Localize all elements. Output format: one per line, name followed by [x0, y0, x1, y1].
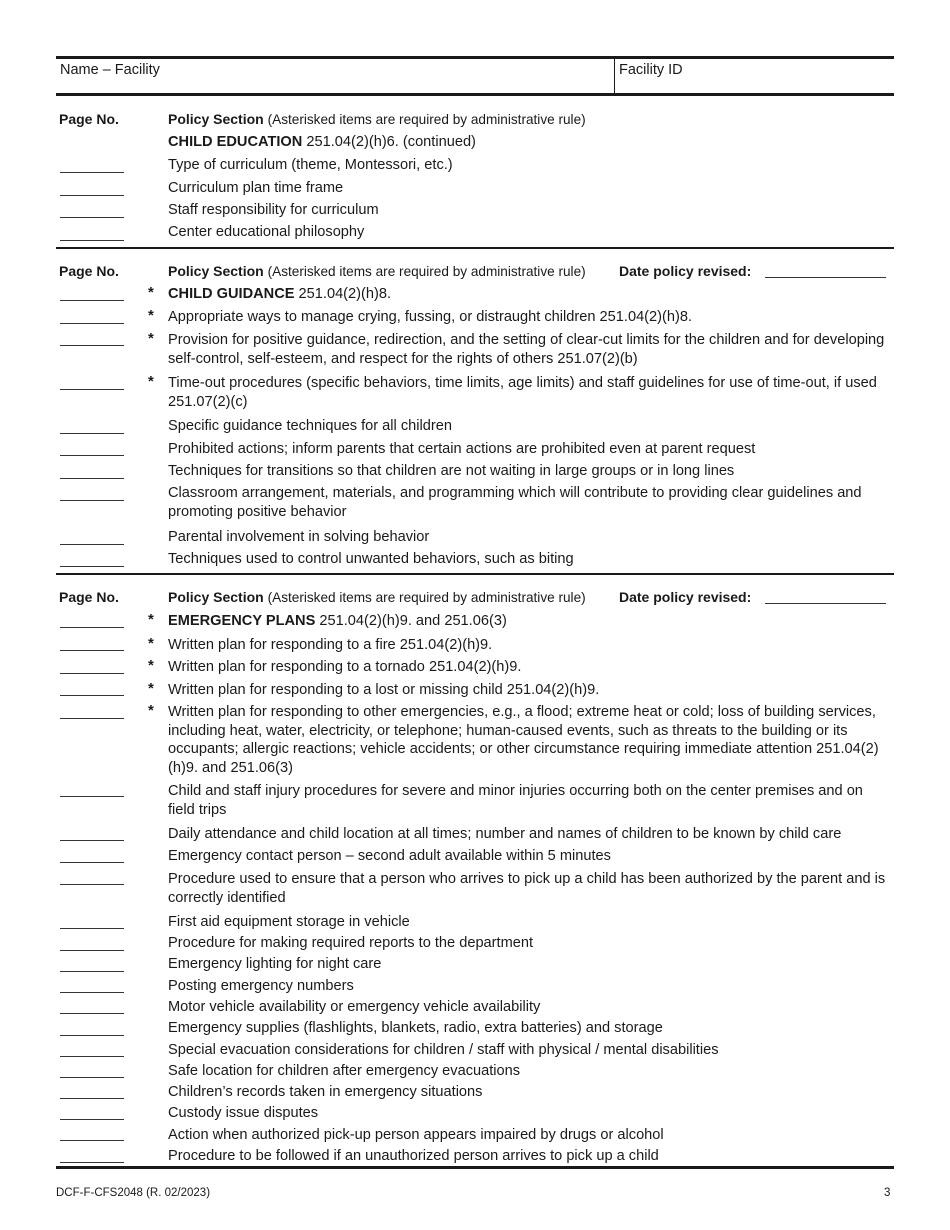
date-policy-revised-field[interactable] [765, 603, 886, 604]
date-policy-revised-label: Date policy revised: [619, 589, 752, 605]
page-no-blank[interactable] [60, 300, 124, 301]
policy-item: Posting emergency numbers [168, 978, 354, 994]
policy-item: Written plan for responding to other emergencies, e.g., a flood; extreme heat or cold; loss of building services, including heat, water, electricity, or telephone; human-caused events, such as threats to the building or its occupants; allergic reactions; vehicle accidents; or other circumstance requiring immediate attention 251.04(2)(h)9. and 251.06(3) [168, 704, 879, 776]
page-no-blank[interactable] [60, 455, 124, 456]
required-asterisk-icon: * [148, 373, 154, 390]
required-asterisk-icon: * [148, 635, 154, 652]
policy-section-header: Policy Section (Asterisked items are required by administrative rule) [168, 111, 586, 127]
page-no-blank[interactable] [60, 195, 124, 196]
section-divider [56, 573, 894, 575]
policy-item: First aid equipment storage in vehicle [168, 914, 410, 930]
facility-name-label: Name – Facility [60, 62, 160, 78]
page-no-blank[interactable] [60, 840, 124, 841]
page-no-blank[interactable] [60, 673, 124, 674]
policy-item: Emergency contact person – second adult available within 5 minutes [168, 848, 611, 864]
policy-item: Time-out procedures (specific behaviors, time limits, age limits) and staff guidelines for use of time-out, if used 251.07(2)(c) [168, 375, 877, 410]
required-asterisk-icon: * [148, 611, 154, 628]
policy-item: Procedure for making required reports to the department [168, 935, 534, 951]
page-no-blank[interactable] [60, 323, 124, 324]
required-asterisk-icon: * [148, 284, 154, 301]
page-no-blank[interactable] [60, 544, 124, 545]
date-policy-revised-field[interactable] [765, 277, 886, 278]
page-no-blank[interactable] [60, 1140, 124, 1141]
page-no-blank[interactable] [60, 1035, 124, 1036]
page-no-blank[interactable] [60, 1056, 124, 1057]
page-no-blank[interactable] [60, 1077, 124, 1078]
policy-item: Action when authorized pick-up person appears impaired by drugs or alcohol [168, 1127, 664, 1143]
section-divider [56, 1166, 894, 1169]
page-no-blank[interactable] [60, 1098, 124, 1099]
page-no-label: Page No. [59, 111, 119, 127]
policy-item: Curriculum plan time frame [168, 180, 344, 196]
page-no-blank[interactable] [60, 500, 124, 501]
policy-item: Procedure used to ensure that a person who arrives to pick up a child has been authorized by the parent and is correctly identified [168, 871, 886, 906]
page-no-blank[interactable] [60, 695, 124, 696]
section-title: CHILD GUIDANCE 251.04(2)(h)8. [168, 286, 392, 302]
required-asterisk-icon: * [148, 307, 154, 324]
facility-header [56, 56, 894, 96]
required-asterisk-icon: * [148, 680, 154, 697]
policy-item: Written plan for responding to a lost or missing child 251.04(2)(h)9. [168, 682, 600, 698]
required-asterisk-icon: * [148, 702, 154, 719]
policy-item: Daily attendance and child location at all times; number and names of children to be known by child care [168, 826, 842, 842]
policy-item: Safe location for children after emergency evacuations [168, 1063, 521, 1079]
policy-item: Procedure to be followed if an unauthorized person arrives to pick up a child [168, 1148, 659, 1164]
facility-name-field[interactable] [56, 59, 615, 93]
page-number: 3 [884, 1187, 891, 1199]
policy-item: Parental involvement in solving behavior [168, 529, 430, 545]
policy-item: Custody issue disputes [168, 1105, 319, 1121]
page-no-blank[interactable] [60, 217, 124, 218]
page-no-blank[interactable] [60, 433, 124, 434]
policy-item: Staff responsibility for curriculum [168, 202, 379, 218]
page-no-blank[interactable] [60, 389, 124, 390]
policy-item: Classroom arrangement, materials, and programming which will contribute to providing clear guidelines and promoting positive behavior [168, 485, 862, 520]
page-no-label: Page No. [59, 589, 119, 605]
policy-item: Emergency supplies (flashlights, blankets, radio, extra batteries) and storage [168, 1020, 663, 1036]
policy-item: Children’s records taken in emergency situations [168, 1084, 483, 1100]
page-no-blank[interactable] [60, 992, 124, 993]
policy-item: Type of curriculum (theme, Montessori, etc.) [168, 157, 453, 173]
date-policy-revised-label: Date policy revised: [619, 263, 752, 279]
page-no-blank[interactable] [60, 345, 124, 346]
section-title: EMERGENCY PLANS 251.04(2)(h)9. and 251.06(3) [168, 613, 507, 629]
page-no-blank[interactable] [60, 172, 124, 173]
page-no-blank[interactable] [60, 1162, 124, 1163]
policy-item: Special evacuation considerations for children / staff with physical / mental disabilities [168, 1042, 719, 1058]
required-asterisk-icon: * [148, 330, 154, 347]
page-no-blank[interactable] [60, 718, 124, 719]
page-no-blank[interactable] [60, 796, 124, 797]
policy-item: Specific guidance techniques for all children [168, 418, 452, 434]
page-no-blank[interactable] [60, 950, 124, 951]
policy-item: Center educational philosophy [168, 224, 365, 240]
page-no-blank[interactable] [60, 478, 124, 479]
required-asterisk-icon: * [148, 657, 154, 674]
policy-item: Written plan for responding to a tornado 251.04(2)(h)9. [168, 659, 522, 675]
page-no-blank[interactable] [60, 650, 124, 651]
page-no-blank[interactable] [60, 884, 124, 885]
policy-item: Child and staff injury procedures for severe and minor injuries occurring both on the center premises and on field trips [168, 783, 863, 818]
page-no-blank[interactable] [60, 862, 124, 863]
page-no-blank[interactable] [60, 928, 124, 929]
form-id: DCF-F-CFS2048 (R. 02/2023) [56, 1187, 211, 1199]
page-no-blank[interactable] [60, 566, 124, 567]
facility-id-label: Facility ID [619, 62, 683, 78]
policy-section-header: Policy Section (Asterisked items are required by administrative rule) [168, 263, 586, 279]
page-no-blank[interactable] [60, 240, 124, 241]
policy-item: Motor vehicle availability or emergency vehicle availability [168, 999, 541, 1015]
policy-item: Techniques used to control unwanted behaviors, such as biting [168, 551, 574, 567]
section-divider [56, 247, 894, 249]
section-title: CHILD EDUCATION 251.04(2)(h)6. (continued) [168, 134, 476, 150]
page-no-blank[interactable] [60, 627, 124, 628]
page-no-blank[interactable] [60, 1119, 124, 1120]
page-no-blank[interactable] [60, 1013, 124, 1014]
policy-item: Emergency lighting for night care [168, 956, 382, 972]
policy-item: Provision for positive guidance, redirection, and the setting of clear-cut limits for the children and for developing self-control, self-esteem, and respect for the rights of others 251.07(2)(b) [168, 332, 885, 367]
policy-section-header: Policy Section (Asterisked items are required by administrative rule) [168, 589, 586, 605]
policy-item: Written plan for responding to a fire 251.04(2)(h)9. [168, 637, 493, 653]
policy-item: Prohibited actions; inform parents that certain actions are prohibited even at parent request [168, 441, 756, 457]
policy-item: Techniques for transitions so that children are not waiting in large groups or in long lines [168, 463, 735, 479]
facility-id-field[interactable] [615, 59, 894, 93]
page-no-label: Page No. [59, 263, 119, 279]
policy-item: Appropriate ways to manage crying, fussing, or distraught children 251.04(2)(h)8. [168, 309, 693, 325]
page-no-blank[interactable] [60, 971, 124, 972]
